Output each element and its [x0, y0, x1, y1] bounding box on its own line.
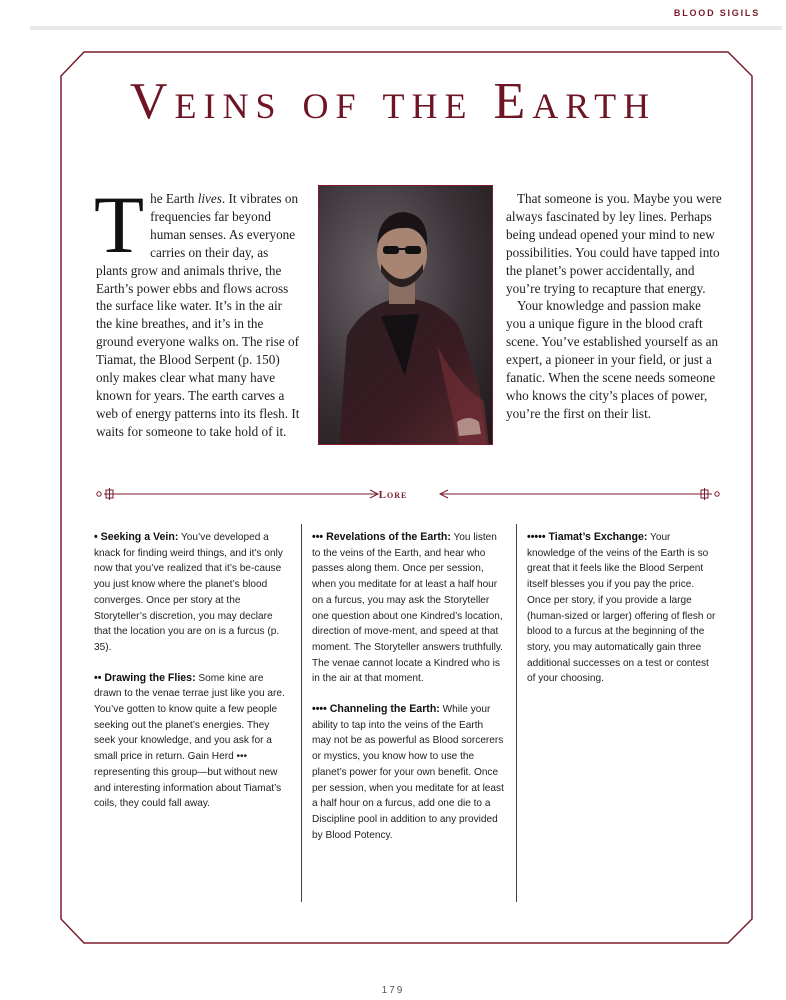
merit-body: Some kine are drawn to the venae terrae just like you are. You’ve gotten to know quite a few people seeking out the planet’s energies. They seek your knowledge, and you ask for a small price in return. Gain Herd ••• representing this group—but without new and interesting information about Tiamat’s coils, they could fall away.	[94, 672, 285, 810]
merit-body: Your knowledge of the veins of the Earth is so great that it feels like the Blood Serpent itself blesses you if you pay the price. Once per story, if you provide a large (human-sized or larger) offering of flesh or blood to a furcus at the beginning of the story, you may automatically gain three additional successes on a test or contest of your choosing.	[527, 532, 716, 685]
section-label-lore: Lore	[378, 489, 408, 501]
intro-segment: he Earth	[150, 191, 198, 206]
intro-segment: . It vibrates on frequencies far beyond human senses. As everyone carries on their day, as plants grow and animals thrive, the Earth’s power ebbs and flows across the surface like water. It’s in the air the kine breathes, and it’s in the ground everyone walks on. The rise of Tiamat, the Blood Serpent (p. 150) only makes clear what many have known for years. The earth carves a web of energy patterns into its flesh. It waits for someone to take hold of it.	[96, 191, 300, 439]
lore-column-3	[527, 530, 719, 702]
merit-title: • Seeking a Vein:	[94, 531, 179, 543]
merit-entry	[527, 530, 719, 687]
intro-paragraph	[94, 179, 300, 441]
merit-title: ••• Revelations of the Earth:	[312, 531, 451, 543]
column-divider	[301, 524, 302, 902]
merit-title: •••• Channeling the Earth:	[312, 703, 440, 716]
merit-body: While your ability to tap into the veins of the Earth may not be as powerful as Blood sorcerers or mystics, you know how to use the planet’s power for your own benefit. Once per session, when you meditate for at least a half hour on a furcus, add one die to a Discipline pool in addition to any provided by Blood Potency.	[312, 704, 504, 841]
column-divider	[516, 524, 517, 902]
merit-entry	[312, 702, 504, 843]
lore-column-1	[94, 530, 286, 827]
lore-column-2	[312, 530, 504, 858]
right-column	[506, 190, 724, 423]
intro-emphasis: lives	[197, 191, 222, 206]
running-head: BLOOD SIGILS	[673, 8, 760, 18]
page-number: 179	[381, 985, 405, 996]
page-title: Veins of the Earth	[129, 73, 657, 130]
merit-body: You listen to the veins of the Earth, and hear who passes along them. Once per session, when you meditate for at least a half hour on a furcus, you may ask the Storyteller one question about one Kindred’s location, direction of move-ment, and speed at that moment. The Storyteller answers truthfully. The venae cannot locate a Kindred who is in the air at that moment.	[312, 532, 503, 685]
illustration-photo	[318, 185, 493, 445]
drop-cap: T	[94, 179, 145, 270]
right-paragraph-2: Your knowledge and passion make you a unique figure in the blood craft scene. You’ve established yourself as an expert, a pioneer in your field, or just a fanatic. When the scene needs someone who knows the city’s places of power, you’re the first on their list.	[506, 298, 719, 421]
merit-body: You’ve developed a knack for finding weird things, and it’s only now that you’ve realized that it’s be-cause you just know where the planet’s blood converges. Once per story at the Storyteller’s discretion, you may declare that the location you are on is a furcus (p. 35).	[94, 532, 283, 653]
merit-entry	[94, 671, 286, 812]
merit-title: •• Drawing the Flies:	[94, 671, 196, 684]
merit-entry	[312, 530, 504, 687]
merit-entry	[94, 530, 286, 656]
portrait-image	[319, 186, 493, 445]
merit-title: ••••• Tiamat’s Exchange:	[527, 531, 648, 543]
right-paragraph-1: That someone is you. Maybe you were always fascinated by ley lines. Perhaps being undead opened your mind to new possibilities. You could have tapped into the planet’s power accidentally, and you’re trying to recapture that energy.	[506, 191, 722, 296]
